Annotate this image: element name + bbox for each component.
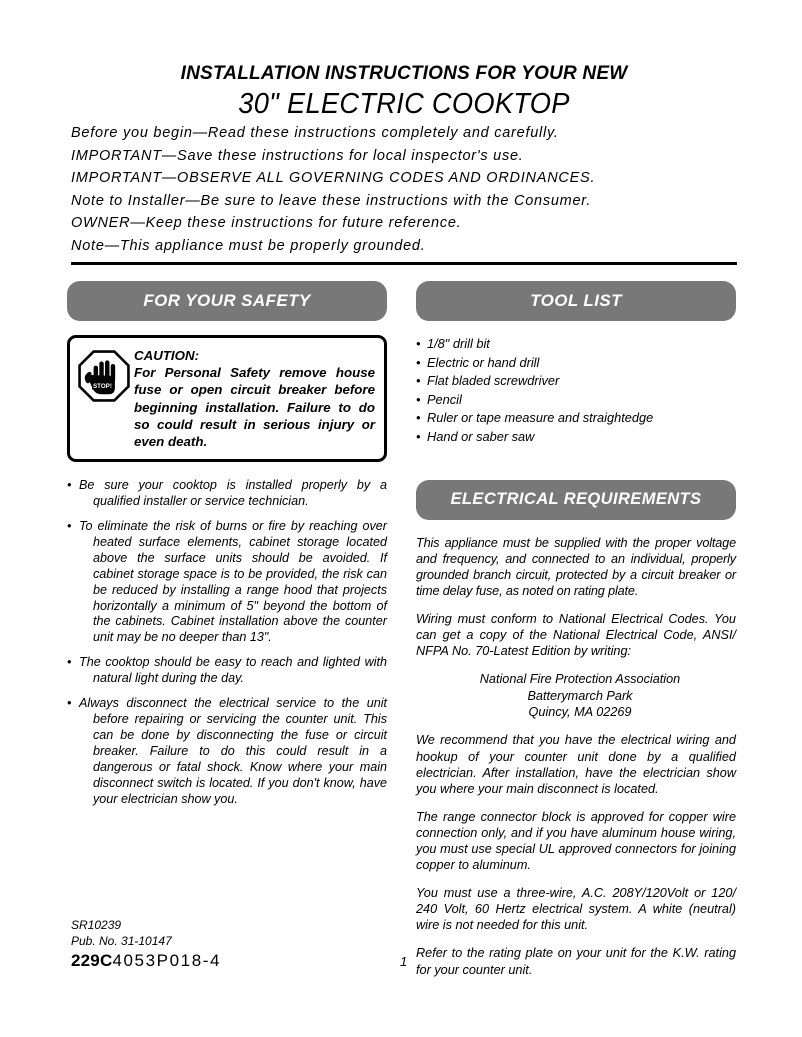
header-divider-rule (71, 262, 737, 265)
safety-bullet-text: Always disconnect the electrical service to the unit before repairing or servicing the counter unit. This can be done by disconnecting the fuse or circuit breaker. Failure to do this could result in a dangerous or fatal shock. Know where your main disconnect switch is located. If you don't know, have your electrician show you. (79, 696, 387, 806)
bullet-icon: • (416, 410, 421, 426)
list-item (67, 655, 387, 687)
page-header (71, 62, 737, 121)
bullet-icon: • (67, 655, 72, 670)
list-item (416, 354, 736, 373)
address-block (416, 671, 736, 720)
list-item (67, 478, 387, 510)
list-item (416, 409, 736, 428)
electrical-requirements-banner (416, 480, 736, 520)
bullet-icon: • (416, 428, 421, 444)
stop-hand-icon (78, 350, 130, 402)
electrical-requirements-body (416, 535, 736, 978)
list-item (416, 335, 736, 354)
bullet-icon: • (416, 336, 421, 351)
electrical-paragraph: Wiring must conform to National Electrical Codes. You can get a copy of the National Electrical Code, ANSI/ NFPA No. 70-Latest Edition by writing: (416, 611, 736, 659)
tool-item-label: Pencil (427, 391, 462, 407)
tool-list (416, 335, 736, 447)
tool-item-label: 1/8" drill bit (427, 336, 490, 351)
caution-heading: CAUTION: (134, 348, 199, 363)
intro-line: IMPORTANT—OBSERVE ALL GOVERNING CODES AND ORDINANCES. (71, 170, 596, 186)
electrical-paragraph: This appliance must be supplied with the proper voltage and frequency, and connected to an individual, properly grounded branch circuit, protected by a circuit breaker or time delay fuse, as noted on rating plate. (416, 535, 736, 598)
publication-number: Pub. No. 31-10147 (71, 933, 172, 948)
page-footer (71, 918, 737, 973)
electrical-paragraph: Refer to the rating plate on your unit for the K.W. rating for your counter unit. (416, 946, 736, 977)
caution-box (67, 335, 387, 462)
tool-list-banner-label: TOOL LIST (530, 291, 622, 310)
intro-line: IMPORTANT—Save these instructions for local inspector's use. (71, 147, 524, 164)
tool-item-label: Hand or saber saw (427, 428, 535, 444)
intro-line: Note—This appliance must be properly grounded. (71, 237, 426, 254)
right-column (416, 281, 736, 990)
safety-bullet-text: Be sure your cooktop is installed properly by a qualified installer or service technician. (79, 478, 387, 509)
safety-bullet-text: The cooktop should be easy to reach and lighted with natural light during the day. (79, 655, 387, 686)
svg-text:STOP!: STOP! (92, 382, 112, 390)
electrical-paragraph: We recommend that you have the electrical wiring and hookup of your counter unit done by a qualified electrician. After installation, have the electrician show you where your main disconnect is located. (416, 733, 736, 796)
electrical-paragraph: You must use a three-wire, A.C. 208Y/120Volt or 120/ 240 Volt, 60 Hertz electrical system. A white (neutral) wire is not needed for this unit. (416, 886, 736, 933)
bullet-icon: • (416, 373, 421, 389)
bullet-icon: • (416, 391, 421, 407)
list-item (416, 372, 736, 391)
tool-item-label: Flat bladed screwdriver (427, 373, 560, 389)
left-column (67, 281, 387, 816)
bullet-icon: • (67, 478, 72, 493)
bullet-icon: • (67, 696, 72, 711)
caution-body: For Personal Safety remove house fuse or open circuit breaker before beginning installation. Failure to do so could result in serious injury or even death. (134, 365, 375, 450)
list-item (416, 391, 736, 410)
electrical-requirements-banner-label: ELECTRICAL REQUIREMENTS (450, 490, 702, 509)
for-your-safety-banner-label: FOR YOUR SAFETY (143, 291, 311, 310)
intro-notices (71, 122, 751, 257)
title-superline: INSTALLATION INSTRUCTIONS FOR YOUR NEW (180, 63, 628, 84)
part-number (71, 951, 221, 971)
electrical-paragraph: The range connector block is approved for copper wire connection only, and if you have aluminum house wiring, you must use special UL approved connectors for joining copper to aluminum. (416, 809, 736, 873)
safety-bullet-text: To eliminate the risk of burns or fire by reaching over heated surface elements, cabinet storage located above the surface units should be avoided. If cabinet storage space is to be provided, the risk can be reduced by installing a range hood that projects horizontally a minimum of 5" beyond the bottom of the cabinets. Cabinet installation above the counter unit may be no deeper than 13". (79, 519, 387, 645)
tool-item-label: Ruler or tape measure and straightedge (427, 410, 654, 426)
address-line: Quincy, MA 02269 (528, 705, 632, 720)
address-line: National Fire Protection Association (479, 672, 681, 687)
part-number-suffix: 4053P018-4 (112, 951, 222, 970)
caution-text (134, 346, 375, 450)
part-number-row (71, 951, 737, 973)
intro-line: OWNER—Keep these instructions for future reference. (71, 215, 462, 231)
sr-number: SR10239 (71, 918, 122, 932)
intro-line: Before you begin—Read these instructions completely and carefully. (71, 125, 559, 141)
address-line: Batterymarch Park (527, 688, 633, 703)
list-item (67, 696, 387, 807)
part-number-prefix: 229C (71, 951, 113, 970)
tool-list-banner (416, 281, 736, 321)
bullet-icon: • (67, 519, 72, 534)
intro-line: Note to Installer—Be sure to leave these instructions with the Consumer. (71, 192, 592, 209)
safety-bullet-list (67, 478, 387, 807)
electrical-requirements-section (416, 480, 736, 978)
bullet-icon: • (416, 354, 421, 370)
list-item (67, 519, 387, 646)
tool-item-label: Electric or hand drill (427, 354, 540, 370)
for-your-safety-banner (67, 281, 387, 321)
page-number: 1 (400, 954, 408, 969)
page-title: 30" ELECTRIC COOKTOP (238, 88, 570, 120)
list-item (416, 428, 736, 447)
